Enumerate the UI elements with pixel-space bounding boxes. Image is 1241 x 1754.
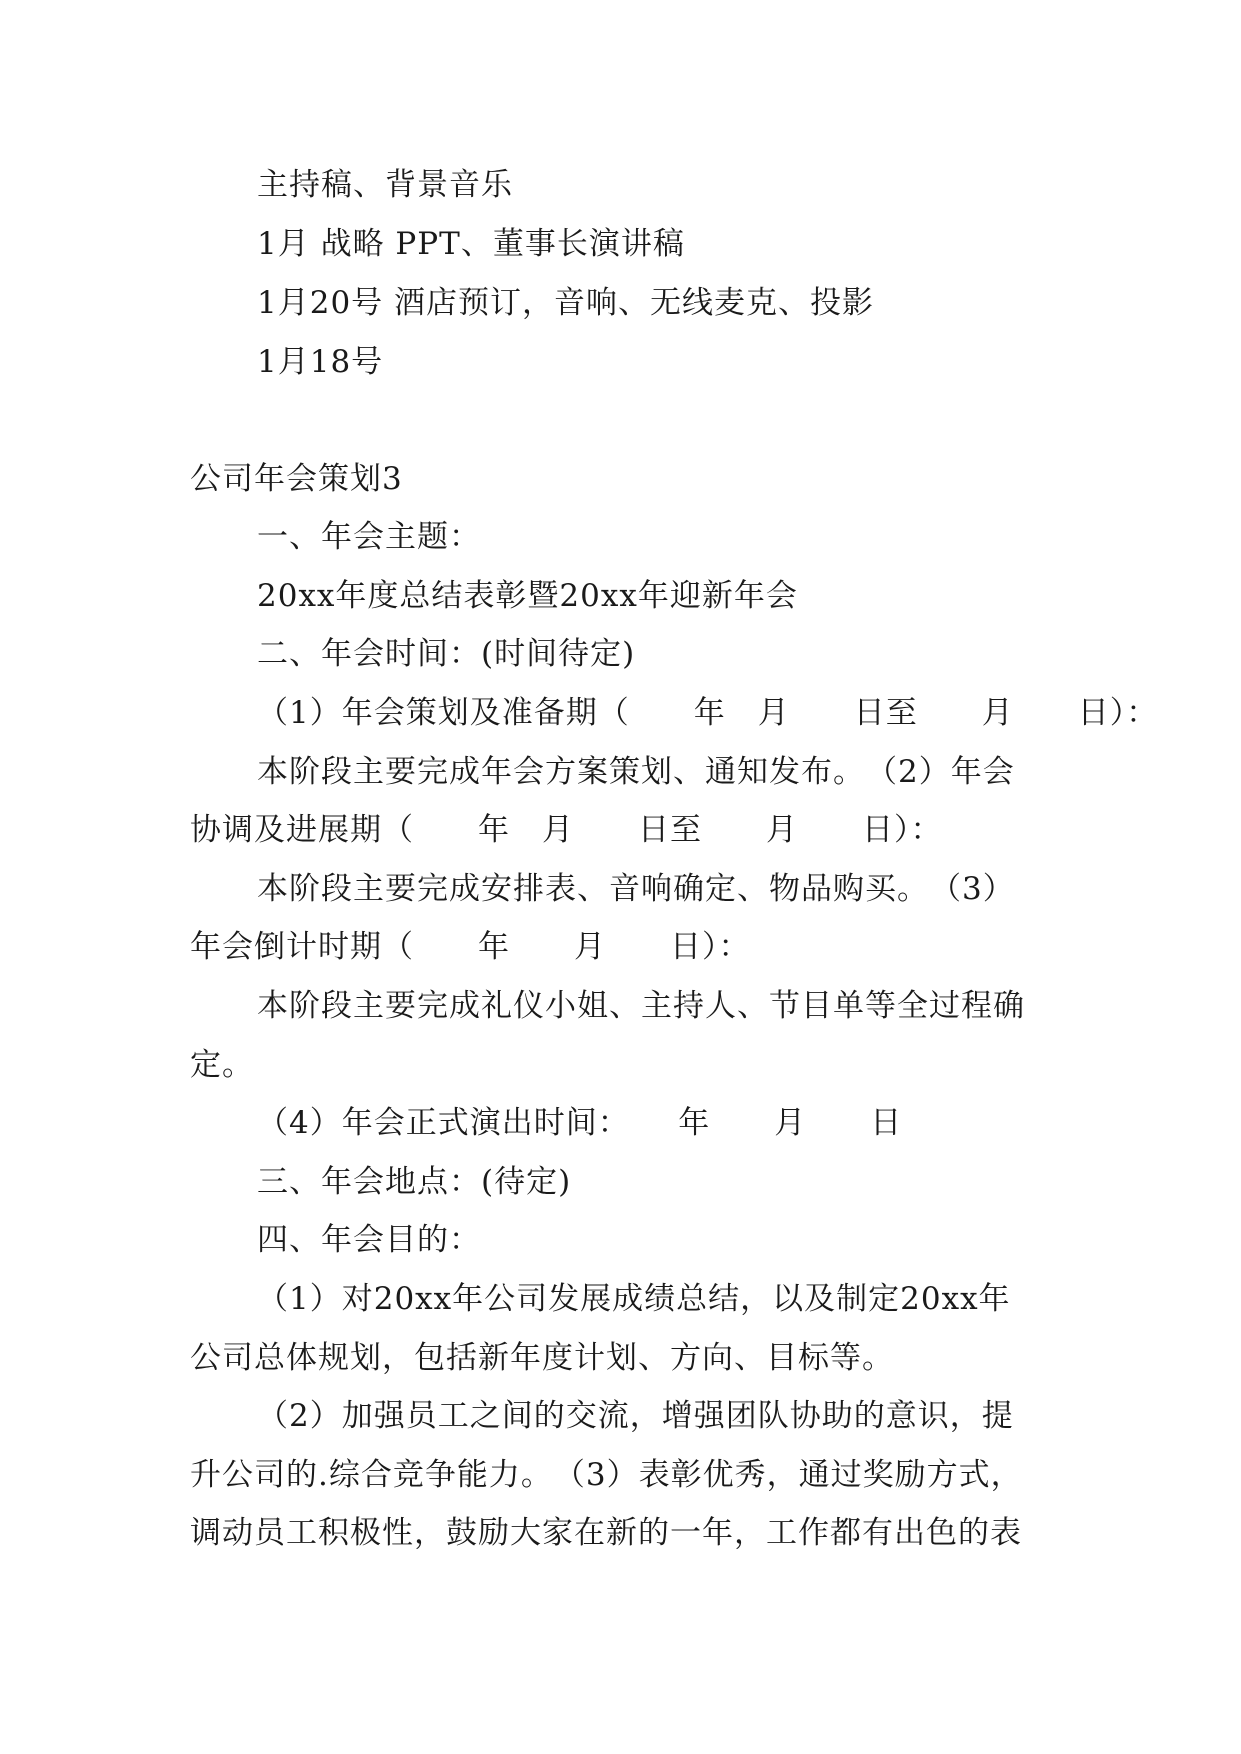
text-line: 主持稿、背景音乐 <box>257 167 513 203</box>
text-line: 公司总体规划，包括新年度计划、方向、目标等。 <box>190 1340 894 1376</box>
text-line: 升公司的.综合竞争能力。 （3）表彰优秀，通过奖励方式， <box>190 1457 1023 1493</box>
text-line: 本阶段主要完成安排表、音响确定、物品购买。 （3） <box>257 871 1015 907</box>
text-line: 调动员工积极性，鼓励大家在新的一年，工作都有出色的表 <box>190 1515 1022 1551</box>
section-title: 公司年会策划3 <box>190 461 403 497</box>
text-line: 20xx年度总结表彰暨20xx年迎新年会 <box>257 578 798 614</box>
text-line: 本阶段主要完成礼仪小姐、主持人、节目单等全过程确 <box>257 988 1025 1024</box>
heading-location: 三、年会地点：(待定) <box>257 1164 572 1200</box>
text-line: （1）年会策划及准备期（ 年 月 日至 月 日）： <box>257 695 1159 731</box>
text-line: （4）年会正式演出时间： 年 月 日 <box>257 1105 903 1141</box>
text-line: 1月18号 <box>257 344 384 380</box>
text-line: 1月 战略 PPT、董事长演讲稿 <box>257 226 685 262</box>
text-line: 年会倒计时期（ 年 月 日）： <box>190 929 751 965</box>
text-line: （1）对20xx年公司发展成绩总结，以及制定20xx年 <box>257 1281 1011 1317</box>
text-line: 1月20号 酒店预订，音响、无线麦克、投影 <box>257 285 875 321</box>
text-line: 协调及进展期（ 年 月 日至 月 日）： <box>190 812 943 848</box>
heading-purpose: 四、年会目的： <box>257 1222 481 1258</box>
text-line: 定。 <box>190 1047 254 1083</box>
text-line: 本阶段主要完成年会方案策划、通知发布。 （2）年会 <box>257 754 1015 790</box>
text-line: （2）加强员工之间的交流，增强团队协助的意识，提 <box>257 1398 1014 1434</box>
heading-theme: 一、年会主题： <box>257 519 481 555</box>
heading-time: 二、年会时间：(时间待定) <box>257 636 636 672</box>
